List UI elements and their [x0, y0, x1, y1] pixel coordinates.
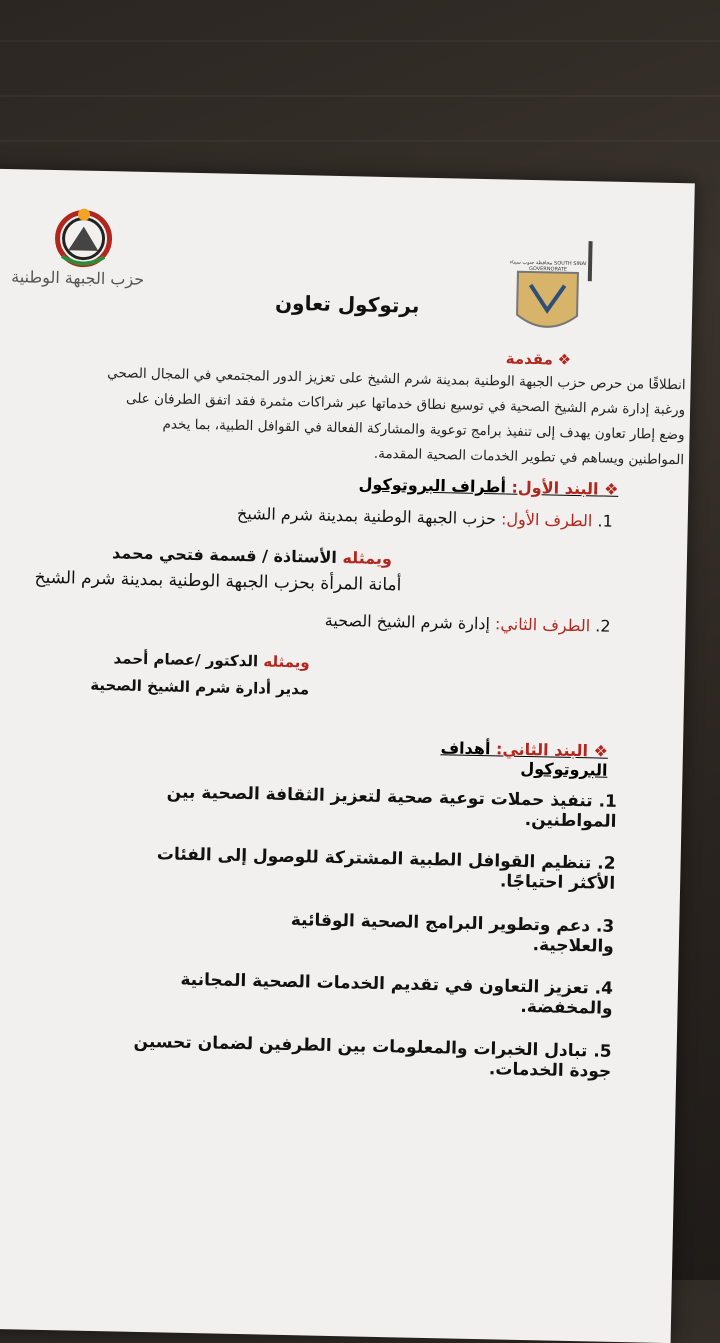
party1-value: حزب الجبهة الوطنية بمدينة شرم الشيخ — [236, 503, 497, 529]
intro-line: وضع إطار تعاون يهدف إلى تنفيذ برامج توعوية والمشاركة الفعالة في القوافل الطبية، بما يخدم — [162, 416, 685, 444]
section2-heading-red: البند الثاني: — [495, 739, 589, 761]
goal-number: 3. — [595, 916, 615, 937]
bullet-icon: ❖ — [603, 479, 619, 499]
goal-item — [156, 782, 617, 832]
party1-line — [223, 504, 613, 531]
bullet-icon: ❖ — [557, 350, 572, 369]
section1-heading-text: أطراف البروتوكول — [358, 474, 507, 497]
goal-number: 2. — [597, 853, 616, 874]
intro-paragraph — [44, 360, 686, 473]
document-page — [0, 168, 695, 1343]
goal-text: تبادل الخبرات والمعلومات بين الطرفين لضمان تحسين جودة الخدمات. — [133, 1031, 612, 1082]
rep1-name: الأستاذة / قسمة فتحي محمد — [111, 543, 338, 567]
goal-number: 1. — [598, 791, 618, 812]
party2-label: الطرف الثاني: — [494, 614, 591, 636]
goal-item — [244, 909, 615, 957]
section1-heading-red: البند الأول: — [511, 477, 599, 499]
goal-item — [125, 844, 616, 894]
section2-heading-text: أهداف البروتوكول — [440, 738, 608, 780]
party-logo — [11, 199, 145, 301]
pen-mark — [588, 241, 593, 281]
rep1-label: ويمثله — [342, 548, 393, 569]
goal-text: تنفيذ حملات توعية صحية لتعزيز الثقافة الصحية بين المواطنين. — [166, 782, 617, 832]
party1-label: الطرف الأول: — [500, 509, 593, 531]
document-title: برتوكول تعاون — [274, 290, 420, 318]
goal-item — [91, 1031, 612, 1082]
intro-heading — [396, 347, 571, 369]
intro-line: انطلاقًا من حرص حزب الجبهة الوطنية بمدينة شرم الشيخ على تعزيز الدور المجتمعي في المجال الصحي — [106, 365, 686, 394]
goal-text: دعم وتطوير البرامج الصحية الوقائية والعلاجية. — [290, 910, 615, 957]
goal-number: 4. — [594, 978, 614, 999]
party1-number: 1. — [597, 511, 613, 531]
goal-text: تعزيز التعاون في تقديم الخدمات الصحية المجانية والمخفضة. — [180, 969, 613, 1019]
party-logo-text: حزب الجبهة الوطنية — [11, 267, 145, 289]
party2-line — [290, 610, 610, 636]
party2-number: 2. — [595, 616, 611, 636]
party2-value: إدارة شرم الشيخ الصحية — [324, 610, 491, 634]
rep2-line — [90, 649, 310, 672]
rep2-title: مدير أدارة شرم الشيخ الصحية — [90, 675, 310, 699]
governorate-logo — [509, 259, 587, 341]
goal-text: تنظيم القوافل الطبية المشتركة للوصول إلى الفئات الأكثر احتياجًا. — [156, 844, 616, 894]
rep1-line — [82, 543, 392, 568]
intro-heading-text: مقدمة — [505, 349, 554, 369]
intro-line: ورغبة إدارة شرم الشيخ الصحية في توسيع نطاق خدماتها عبر شراكات مثمرة فقد اتفق الطرفان على — [125, 390, 686, 419]
intro-line: المواطنين ويساهم في تطوير الخدمات الصحية المقدمة. — [373, 445, 685, 469]
goal-number: 5. — [593, 1041, 612, 1062]
rep2-name: الدكتور /عصام أحمد — [113, 649, 259, 671]
section1-heading — [353, 474, 618, 499]
rep1-title: أمانة المرأة بحزب الجبهة الوطنية بمدينة شرم الشيخ — [34, 567, 402, 596]
rep2-label: ويمثله — [263, 652, 310, 672]
section2-heading — [367, 737, 608, 780]
governorate-logo-text: محافظة جنوب سيناء SOUTH SINAI GOVERNORATE — [509, 259, 587, 273]
goal-item — [142, 969, 613, 1019]
bullet-icon: ❖ — [593, 741, 609, 761]
